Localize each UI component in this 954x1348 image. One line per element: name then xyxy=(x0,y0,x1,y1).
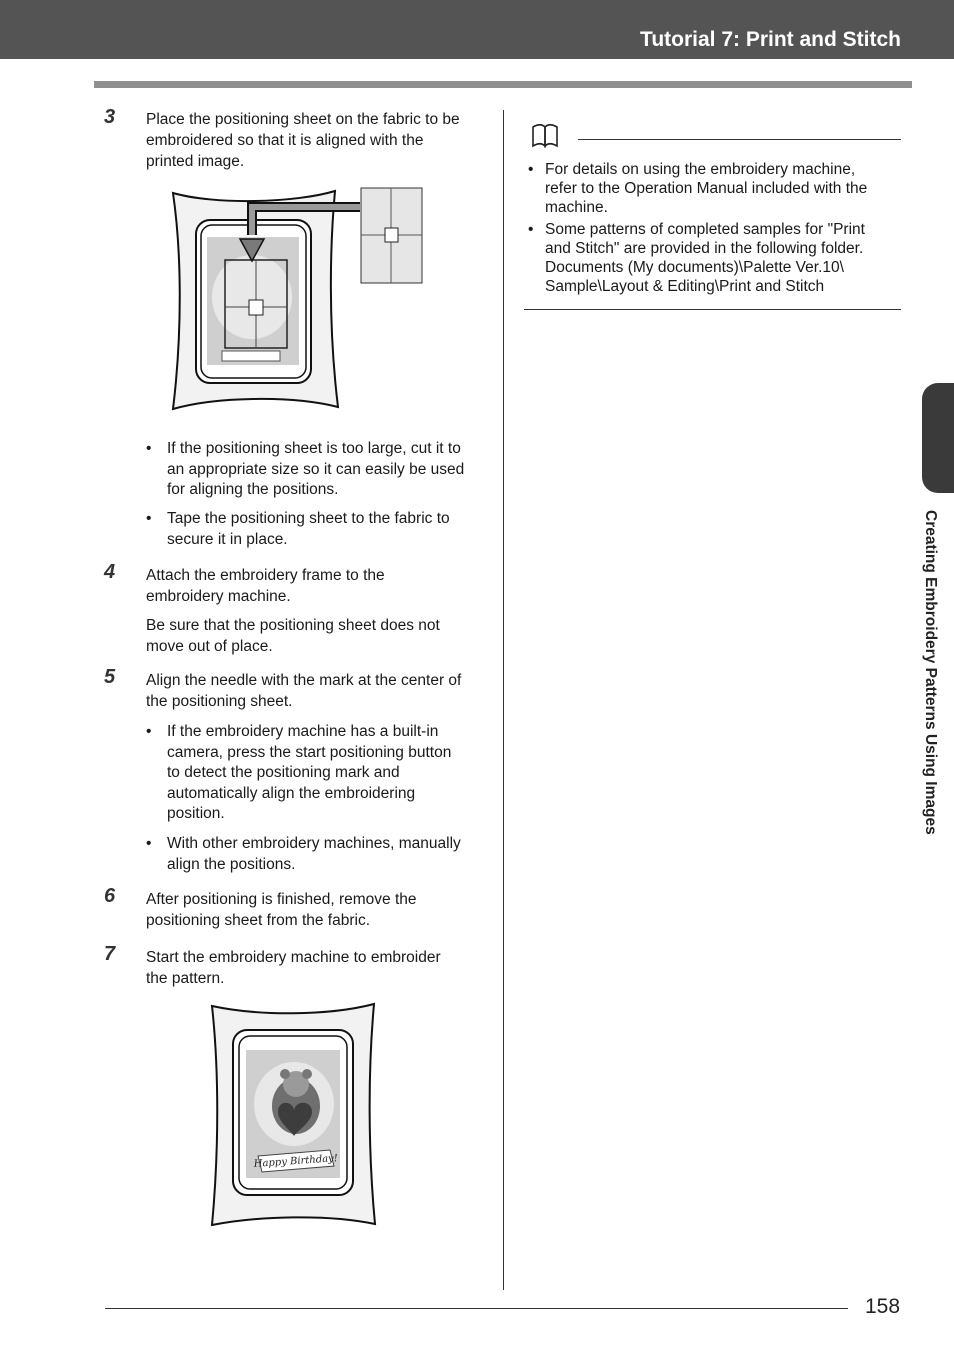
step-number: 6 xyxy=(104,885,116,907)
finished-embroidery-figure xyxy=(208,1000,380,1230)
step-text: Start the embroidery machine to embroider the pattern. xyxy=(146,949,441,987)
page-header-title: Tutorial 7: Print and Stitch xyxy=(640,28,901,51)
book-icon xyxy=(531,124,559,150)
chapter-side-label: Creating Embroidery Patterns Using Images xyxy=(922,510,939,835)
chapter-tab xyxy=(922,383,954,493)
step-text: Align the needle with the mark at the center of the positioning sheet. xyxy=(146,672,462,710)
step-text: Place the positioning sheet on the fabric to be embroidered so that it is aligned with the printed image. xyxy=(146,111,460,170)
step-text: Attach the embroidery frame to the embroidery machine. xyxy=(146,567,385,605)
header-rule xyxy=(94,81,912,88)
step-number: 7 xyxy=(104,943,116,965)
positioning-sheet-figure xyxy=(170,185,425,415)
step-note-text: Be sure that the positioning sheet does not move out of place. xyxy=(146,617,440,655)
step-text: After positioning is finished, remove the positioning sheet from the fabric. xyxy=(146,891,417,929)
note-bottom-rule xyxy=(524,309,901,310)
page-number: 158 xyxy=(865,1295,901,1318)
step-number: 4 xyxy=(104,561,116,583)
banner-text: Happy Birthday! xyxy=(253,1153,339,1170)
footer-rule xyxy=(105,1308,848,1309)
column-divider xyxy=(503,110,504,1290)
note-rule xyxy=(578,139,901,140)
step-number: 3 xyxy=(104,106,116,128)
step-number: 5 xyxy=(104,666,116,688)
